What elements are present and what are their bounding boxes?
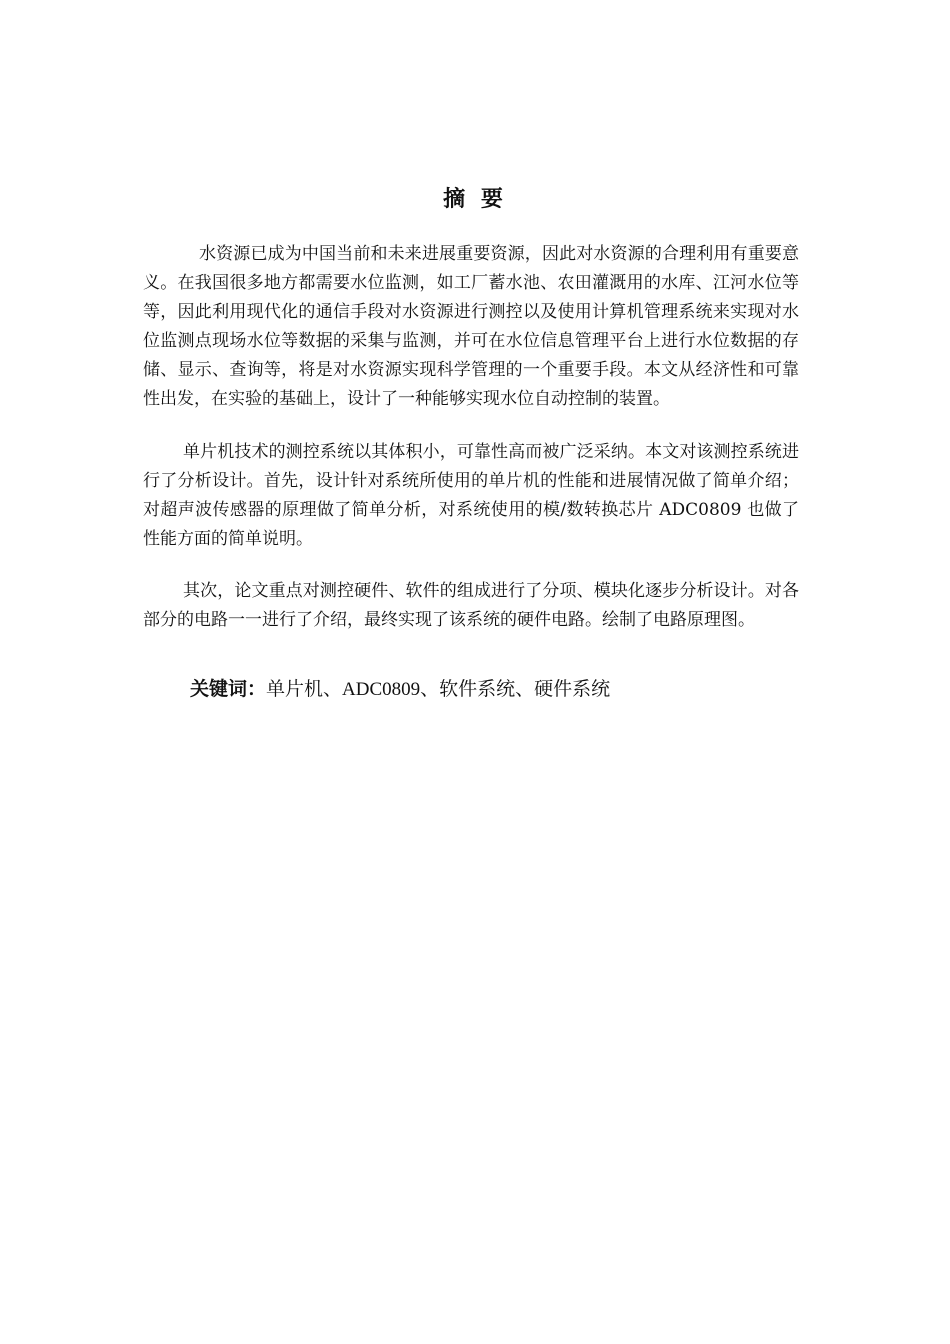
keywords-line [190, 674, 810, 705]
paragraph-3-text: 其次，论文重点对测控硬件、软件的组成进行了分项、模块化逐步分析设计。对各部分的电路一一进行了介绍，最终实现了该系统的硬件电路。绘制了电路原理图。 [143, 581, 799, 630]
paragraph-1-text: 水资源已成为中国当前和未来进展重要资源，因此对水资源的合理利用有重要意义。在我国很多地方都需要水位监测，如工厂蓄水池、农田灌溉用的水库、江河水位等等，因此利用现代化的通信手段对水资源进行测控以及使用计算机管理系统来实现对水位监测点现场水位等数据的采集与监测，并可在水位信息管理平台上进行水位数据的存储、显示、查询等，将是对水资源实现科学管理的一个重要手段。本文从经济性和可靠性出发，在实验的基础上，设计了一种能够实现水位自动控制的装置。 [143, 244, 799, 409]
abstract-paragraph-1 [143, 240, 799, 414]
keywords-text: 单片机、ADC0809、软件系统、硬件系统 [266, 679, 611, 700]
abstract-paragraph-2 [143, 438, 799, 554]
keywords-label: 关键词： [190, 678, 267, 700]
abstract-paragraph-3 [143, 577, 799, 635]
abstract-title: 摘 要 [443, 187, 507, 212]
paragraph-2-text: 单片机技术的测控系统以其体积小，可靠性高而被广泛采纳。本文对该测控系统进行了分析设计。首先，设计针对系统所使用的单片机的性能和进展情况做了简单介绍；对超声波传感器的原理做了简单分析，对系统使用的模/数转换芯片 ADC0809 也做了性能方面的简单说明。 [143, 442, 799, 549]
